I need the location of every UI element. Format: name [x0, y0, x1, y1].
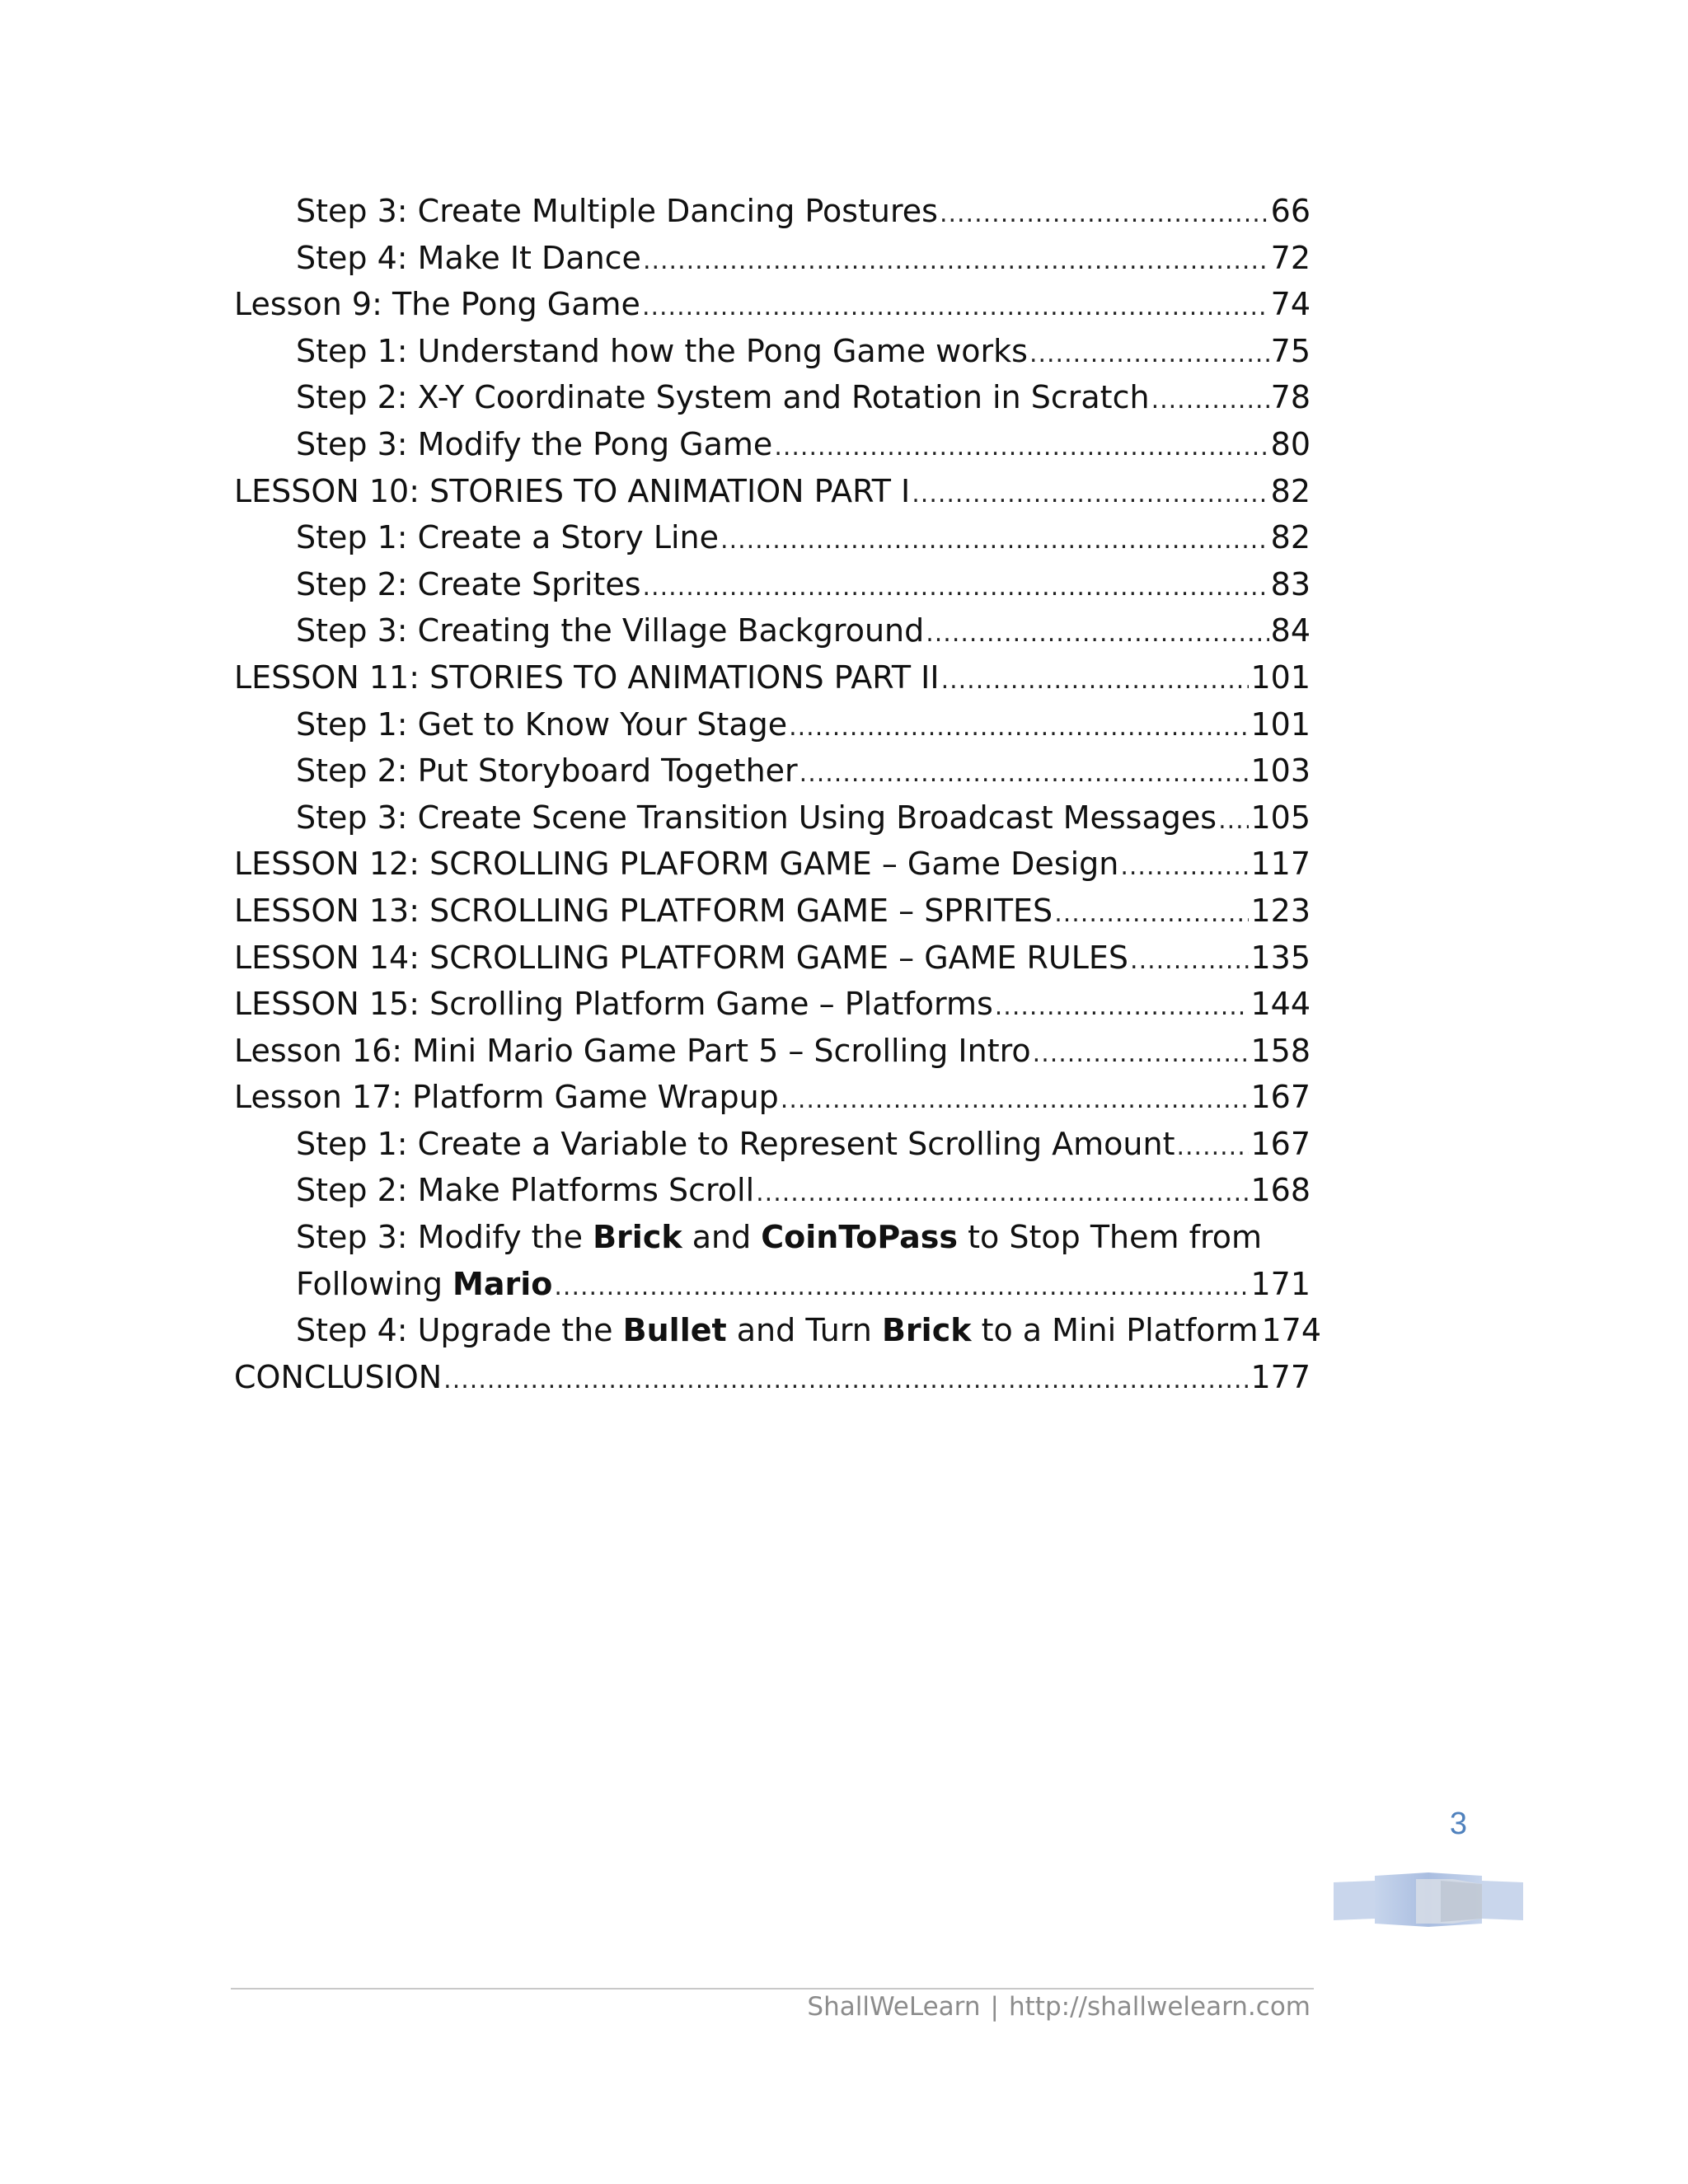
- toc-entry[interactable]: [234, 514, 1311, 561]
- toc-dot-leader: [799, 751, 1250, 798]
- toc-entry-page: 158: [1250, 1032, 1311, 1069]
- toc-entry[interactable]: [234, 654, 1311, 701]
- toc-entry[interactable]: [234, 935, 1311, 982]
- toc-entry-title: [296, 514, 720, 561]
- toc-dot-leader: [912, 471, 1268, 518]
- toc-entry[interactable]: [234, 1028, 1311, 1075]
- toc-entry-title: [296, 235, 643, 282]
- toc-dot-leader: [642, 284, 1269, 331]
- toc-entry-title: [234, 468, 912, 515]
- footer-divider: [231, 1988, 1314, 1990]
- toc-entry-text: LESSON 11: STORIES TO ANIMATIONS PART II: [234, 658, 940, 696]
- toc-entry-text: Step 1: Create a Variable to Represent Scrolling Amount: [296, 1125, 1175, 1162]
- toc-entry-line: [296, 561, 1311, 608]
- toc-entry-text: Step 2: Make Platforms Scroll: [296, 1172, 755, 1209]
- toc-entry-title: [296, 794, 1218, 841]
- toc-entry-line: [234, 281, 1311, 328]
- toc-entry-text: LESSON 12: SCROLLING PLAFORM GAME – Game Design: [234, 846, 1119, 883]
- toc-entry-page: 103: [1250, 752, 1311, 790]
- toc-entry-page: 78: [1270, 379, 1311, 416]
- page-number: 3: [1449, 1807, 1467, 1841]
- toc-entry[interactable]: [234, 235, 1311, 282]
- toc-entry-bold-term: Bullet: [622, 1312, 727, 1349]
- toc-entry-bold-term: Brick: [881, 1312, 972, 1349]
- footer-site-name: ShallWeLearn: [807, 1992, 981, 2022]
- toc-entry-line: [296, 421, 1311, 468]
- toc-entry-text: Step 3: Create Scene Transition Using Broadcast Messages: [296, 799, 1217, 836]
- toc-entry-text: Step 3: Creating the Village Background: [296, 612, 925, 649]
- toc-entry-text: Step 1: Get to Know Your Stage: [296, 705, 788, 743]
- toc-entry[interactable]: [234, 701, 1311, 748]
- toc-entry-line: [296, 235, 1311, 282]
- toc-entry[interactable]: [234, 328, 1311, 375]
- toc-entry[interactable]: [234, 1214, 1311, 1261]
- toc-entry-line: [296, 328, 1311, 375]
- toc-dot-leader: [774, 424, 1268, 471]
- toc-entry[interactable]: [234, 1074, 1311, 1121]
- toc-dot-leader: [554, 1264, 1249, 1311]
- toc-entry-title: [296, 748, 799, 794]
- toc-entry[interactable]: [234, 1307, 1322, 1354]
- toc-entry-page: 123: [1250, 892, 1311, 929]
- toc-dot-leader: [781, 1077, 1250, 1124]
- toc-entry-title: [234, 888, 1054, 935]
- toc-entry-title: [234, 1354, 443, 1401]
- toc-entry-text: Following: [296, 1265, 453, 1302]
- toc-entry-text: CONCLUSION: [234, 1358, 443, 1395]
- toc-entry[interactable]: [234, 607, 1311, 654]
- toc-entry-text: Step 2: Put Storyboard Together: [296, 752, 798, 790]
- toc-dot-leader: [643, 238, 1269, 285]
- toc-dot-leader: [643, 565, 1269, 612]
- toc-dot-leader: [443, 1357, 1249, 1404]
- toc-entry-title: [296, 374, 1151, 421]
- toc-entry-bold-term: CoinToPass: [761, 1219, 959, 1256]
- toc-entry-line: [234, 1028, 1311, 1075]
- toc-entry-text: Lesson 9: The Pong Game: [234, 286, 640, 323]
- toc-entry-text: and: [682, 1219, 762, 1256]
- toc-dot-leader: [1029, 331, 1269, 378]
- toc-entry-text: Step 3: Create Multiple Dancing Postures: [296, 193, 938, 229]
- toc-entry-text: Step 3: Modify the: [296, 1219, 593, 1256]
- toc-entry[interactable]: [234, 421, 1311, 468]
- toc-dot-leader: [1054, 891, 1249, 938]
- table-of-contents: [234, 188, 1322, 1400]
- toc-entry-line: [296, 1261, 1311, 1308]
- toc-entry[interactable]: [234, 1167, 1311, 1214]
- toc-entry-text: Step 4: Make It Dance: [296, 239, 641, 276]
- toc-entry-line: [234, 981, 1311, 1028]
- toc-entry-title: [234, 841, 1120, 888]
- toc-entry-page: 82: [1270, 519, 1311, 556]
- toc-entry-text: Step 3: Modify the Pong Game: [296, 425, 773, 462]
- toc-entry-page: 80: [1270, 425, 1311, 462]
- toc-entry-page: 101: [1250, 658, 1311, 696]
- toc-entry-title: [296, 421, 774, 468]
- toc-entry-title: [296, 607, 926, 654]
- toc-entry[interactable]: [234, 888, 1311, 935]
- toc-entry-line: [296, 794, 1311, 841]
- toc-dot-leader: [995, 984, 1250, 1031]
- toc-entry-line: [296, 701, 1311, 748]
- toc-entry-page: 168: [1250, 1172, 1311, 1209]
- toc-dot-leader: [1033, 1031, 1250, 1078]
- toc-entry-page: 82: [1270, 472, 1311, 509]
- toc-dot-leader: [941, 658, 1250, 705]
- toc-entry-text: Step 2: Create Sprites: [296, 565, 641, 602]
- toc-entry-text: to Stop Them from: [958, 1219, 1263, 1256]
- toc-entry-line: [296, 1307, 1322, 1354]
- toc-entry-text: LESSON 14: SCROLLING PLATFORM GAME – GAME RULES: [234, 939, 1129, 976]
- toc-dot-leader: [756, 1170, 1249, 1217]
- toc-entry-page: 177: [1250, 1358, 1311, 1395]
- toc-entry-page: 66: [1270, 193, 1311, 229]
- toc-dot-leader: [926, 611, 1268, 658]
- footer: [807, 1992, 1311, 2022]
- toc-entry-page: 75: [1270, 332, 1311, 369]
- toc-dot-leader: [1151, 377, 1269, 424]
- toc-entry-line: [296, 188, 1311, 235]
- footer-url[interactable]: http://shallwelearn.com: [1008, 1992, 1311, 2022]
- toc-entry-title: [296, 561, 643, 608]
- toc-entry-line: [296, 514, 1311, 561]
- footer-separator: |: [990, 1992, 999, 2022]
- toc-entry-page: 105: [1250, 799, 1311, 836]
- toc-entry-title: [296, 701, 789, 748]
- toc-entry-line: [234, 841, 1311, 888]
- toc-entry-page: 74: [1270, 286, 1311, 323]
- toc-entry[interactable]: [234, 981, 1311, 1028]
- toc-entry-line: [234, 1074, 1311, 1121]
- toc-entry-title: [296, 1307, 1260, 1354]
- toc-entry-line: [296, 748, 1311, 794]
- toc-entry-text: LESSON 15: Scrolling Platform Game – Platforms: [234, 986, 993, 1023]
- toc-entry-bold-term: Mario: [452, 1265, 553, 1302]
- toc-entry-bold-term: Brick: [593, 1219, 682, 1256]
- toc-entry-title: [234, 1074, 781, 1121]
- toc-dot-leader: [1176, 1124, 1249, 1171]
- toc-entry-title: [296, 1167, 756, 1214]
- toc-entry-text: Lesson 16: Mini Mario Game Part 5 – Scrolling Intro: [234, 1032, 1031, 1069]
- toc-entry[interactable]: [234, 748, 1311, 794]
- toc-entry-line: [296, 1214, 1262, 1261]
- toc-entry[interactable]: [234, 468, 1311, 515]
- toc-entry[interactable]: [234, 374, 1311, 421]
- toc-entry-text: Lesson 17: Platform Game Wrapup: [234, 1079, 779, 1116]
- toc-entry[interactable]: [234, 794, 1311, 841]
- toc-entry[interactable]: [234, 1121, 1311, 1168]
- toc-entry-page: 167: [1250, 1079, 1311, 1116]
- toc-entry-text: to a Mini Platform: [971, 1312, 1259, 1349]
- toc-entry-title: [234, 1028, 1033, 1075]
- toc-entry[interactable]: [234, 841, 1311, 888]
- toc-entry-title: [296, 328, 1029, 375]
- toc-entry-page: 171: [1250, 1265, 1311, 1302]
- toc-dot-leader: [1130, 938, 1249, 985]
- toc-entry-page: 83: [1270, 565, 1311, 602]
- toc-entry-title: [296, 1121, 1176, 1168]
- toc-entry-text: Step 4: Upgrade the: [296, 1312, 623, 1349]
- toc-entry-line: [296, 374, 1311, 421]
- toc-dot-leader: [1120, 844, 1249, 891]
- toc-entry-line: [296, 607, 1311, 654]
- toc-entry[interactable]: [234, 1261, 1311, 1308]
- toc-entry-text: Step 1: Understand how the Pong Game works: [296, 332, 1028, 369]
- toc-entry-page: 144: [1250, 986, 1311, 1023]
- toc-entry-text: LESSON 10: STORIES TO ANIMATION PART I: [234, 472, 911, 509]
- toc-entry-text: and Turn: [726, 1312, 882, 1349]
- toc-entry-page: 117: [1250, 846, 1311, 883]
- toc-entry-line: [234, 935, 1311, 982]
- toc-entry-page: 101: [1250, 705, 1311, 743]
- toc-entry-title: [296, 1261, 554, 1308]
- page-ribbon-decoration: [1334, 1872, 1523, 1930]
- toc-entry-page: 72: [1270, 239, 1311, 276]
- toc-entry-title: [234, 654, 941, 701]
- toc-entry-title: [296, 188, 940, 235]
- toc-entry[interactable]: [234, 281, 1311, 328]
- toc-entry-text: Step 2: X-Y Coordinate System and Rotation in Scratch: [296, 379, 1150, 416]
- toc-dot-leader: [789, 705, 1249, 752]
- toc-entry-text: Step 1: Create a Story Line: [296, 519, 720, 556]
- toc-dot-leader: [720, 518, 1269, 565]
- toc-entry-page: 135: [1250, 939, 1311, 976]
- toc-entry-line: [234, 1354, 1311, 1401]
- toc-entry-page: 167: [1250, 1125, 1311, 1162]
- toc-dot-leader: [1218, 798, 1249, 845]
- toc-entry-line: [234, 468, 1311, 515]
- toc-entry-title: [234, 935, 1130, 982]
- toc-entry-line: [296, 1167, 1311, 1214]
- toc-entry-title: [234, 981, 995, 1028]
- toc-entry-line: [296, 1121, 1311, 1168]
- toc-entry-page: 84: [1270, 612, 1311, 649]
- toc-entry[interactable]: [234, 1354, 1311, 1401]
- toc-entry[interactable]: [234, 561, 1311, 608]
- toc-entry[interactable]: [234, 188, 1311, 235]
- toc-entry-page: 174: [1261, 1312, 1322, 1349]
- toc-entry-title: [234, 281, 642, 328]
- toc-entry-line: [234, 654, 1311, 701]
- toc-dot-leader: [940, 191, 1269, 238]
- toc-entry-line: [234, 888, 1311, 935]
- toc-entry-text: LESSON 13: SCROLLING PLATFORM GAME – SPRITES: [234, 892, 1053, 929]
